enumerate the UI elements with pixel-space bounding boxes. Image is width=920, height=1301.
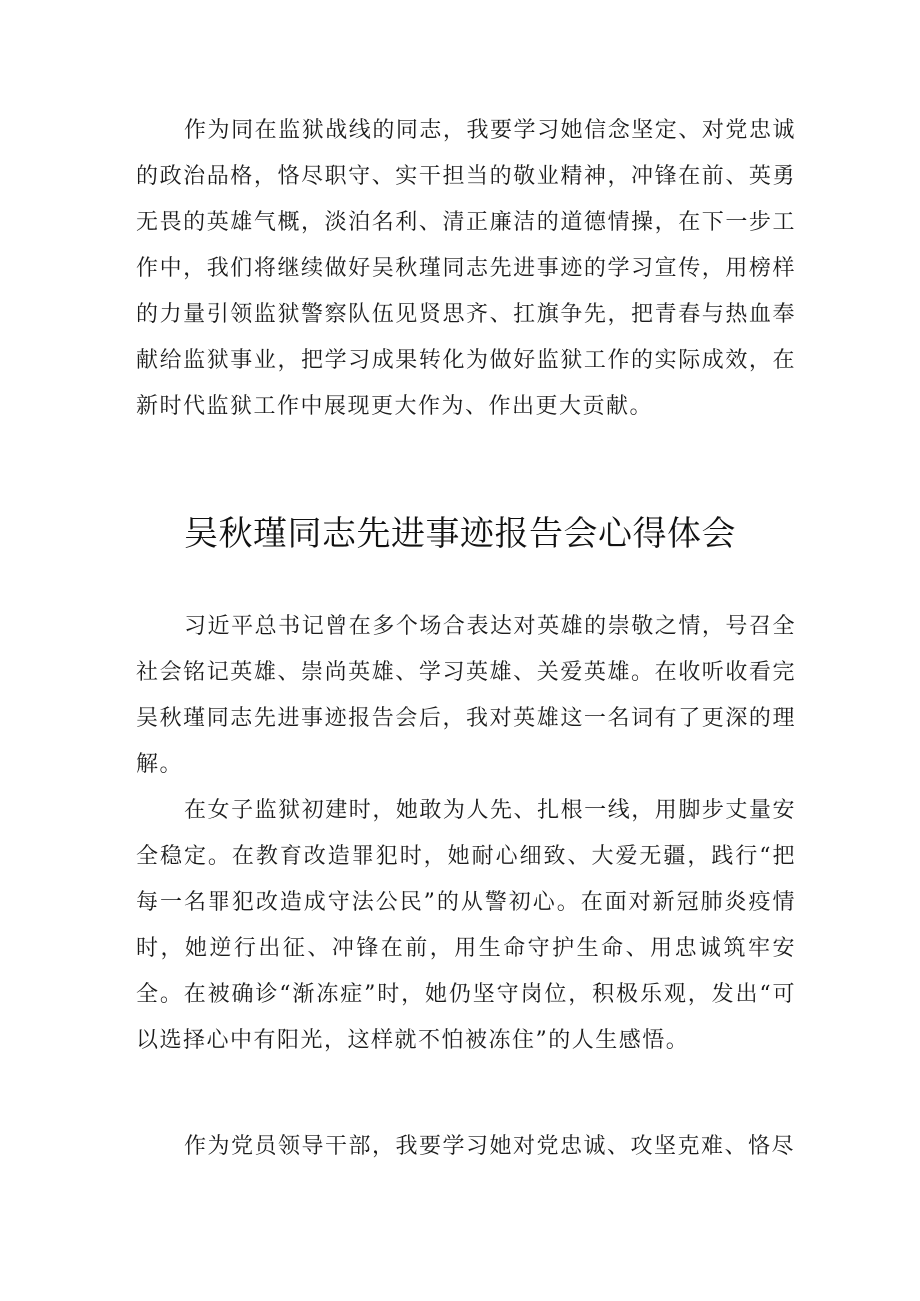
document-title: 吴秋瑾同志先进事迹报告会心得体会 bbox=[184, 514, 736, 554]
body-section bbox=[136, 604, 796, 1064]
intro-section bbox=[136, 108, 796, 430]
closing-section bbox=[136, 1124, 796, 1170]
body-paragraph: 在女子监狱初建时，她敢为人先、扎根一线，用脚步丈量安全稳定。在教育改造罪犯时，她耐心细致、大爱无疆，践行“把每一名罪犯改造成守法公民”的从警初心。在面对新冠肺炎疫情时，她逆行出征、冲锋在前，用生命守护生命、用忠诚筑牢安全。在被确诊“渐冻症”时，她仍坚守岗位，积极乐观，发出“可以选择心中有阳光，这样就不怕被冻住”的人生感悟。 bbox=[136, 798, 796, 1053]
intro-paragraph: 作为同在监狱战线的同志，我要学习她信念坚定、对党忠诚的政治品格，恪尽职守、实干担当的敬业精神，冲锋在前、英勇无畏的英雄气概，淡泊名利、清正廉洁的道德情操，在下一步工作中，我们将继续做好吴秋瑾同志先进事迹的学习宣传，用榜样的力量引领监狱警察队伍见贤思齐、扛旗争先，把青春与热血奉献给监狱事业，把学习成果转化为做好监狱工作的实际成效，在新时代监狱工作中展现更大作为、作出更大贡献。 bbox=[136, 118, 796, 419]
closing-paragraph: 作为党员领导干部，我要学习她对党忠诚、攻坚克难、恪尽 bbox=[184, 1134, 796, 1159]
body-paragraph: 习近平总书记曾在多个场合表达对英雄的崇敬之情，号召全社会铭记英雄、崇尚英雄、学习英雄、关爱英雄。在收听收看完吴秋瑾同志先进事迹报告会后，我对英雄这一名词有了更深的理解。 bbox=[136, 614, 796, 777]
